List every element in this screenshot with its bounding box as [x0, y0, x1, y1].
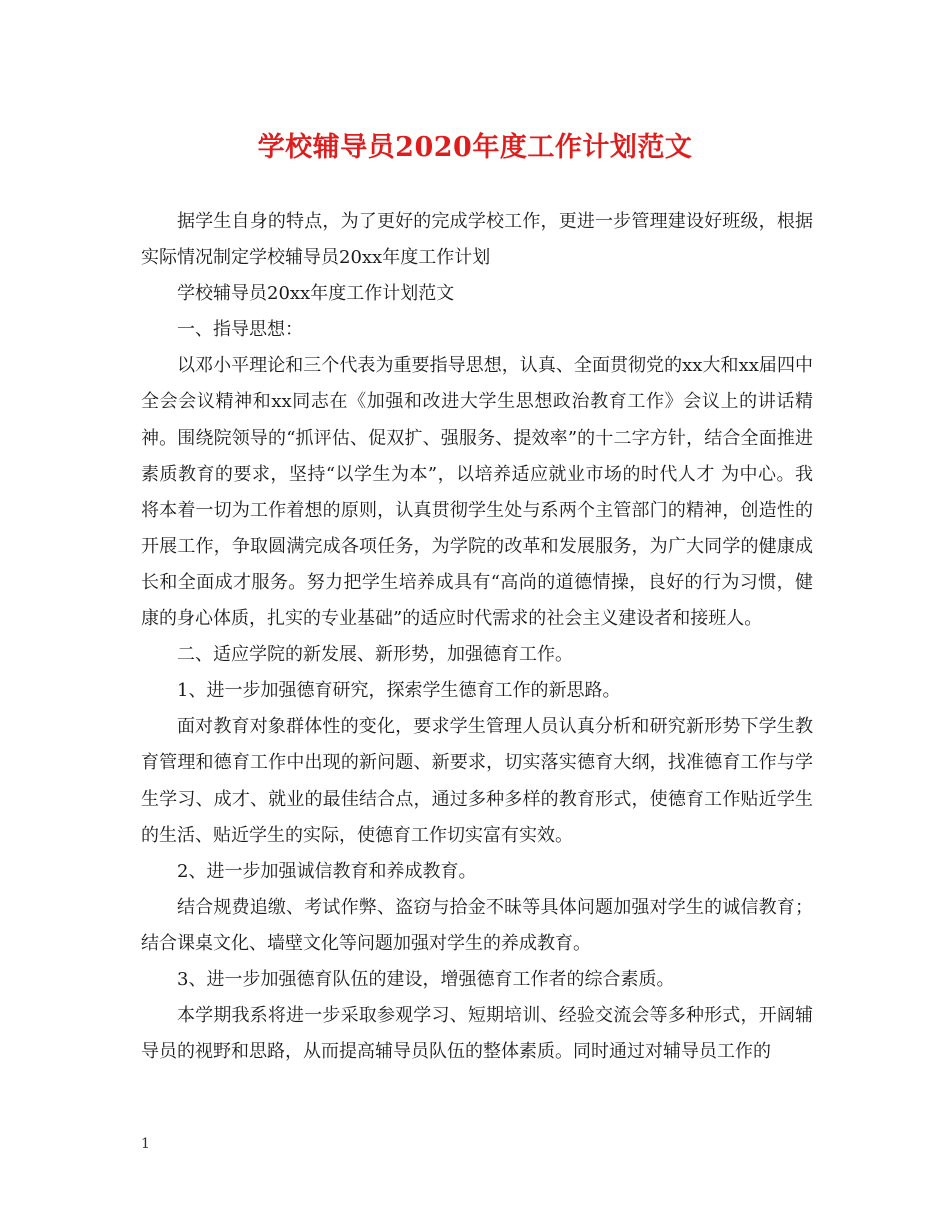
paragraph-integrity-education: 结合规费追缴、考试作弊、盗窃与拾金不昧等具体问题加强对学生的诚信教育；结合课桌文化、墙壁文化等问题加强对学生的养成教育。	[141, 896, 813, 954]
paragraph-moral-research: 面对教育对象群体性的变化，要求学生管理人员认真分析和研究新形势下学生教育管理和德育工作中出现的新问题、新要求，切实落实德育大纲，找准德育工作与学生学习、成才、就业的最佳结合点，通过多种多样的教育形式，使德育工作贴近学生的生活、贴近学生的实际，使德育工作切实富有实效。	[141, 716, 813, 846]
subheading-integrity-education: 2、进一步加强诚信教育和养成教育。	[177, 860, 477, 882]
section-heading-moral-education: 二、适应学院的新发展、新形势，加强德育工作。	[177, 644, 573, 666]
subheading-team-building: 3、进一步加强德育队伍的建设，增强德育工作者的综合素质。	[177, 968, 675, 990]
paragraph-team-building: 本学期我系将进一步采取参观学习、短期培训、经验交流会等多种形式，开阔辅导员的视野和思路，从而提高辅导员队伍的整体素质。同时通过对辅导员工作的	[141, 1005, 813, 1063]
section-heading-guiding-thought: 一、指导思想：	[177, 319, 303, 341]
document-title: 学校辅导员2020年度工作计划范文	[257, 132, 693, 163]
document-body	[141, 204, 813, 1070]
paragraph-guiding-thought: 以邓小平理论和三个代表为重要指导思想，认真、全面贯彻党的xx大和xx届四中全会会议精神和xx同志在《加强和改进大学生思想政治教育工作》会议上的讲话精神。围绕院领导的“抓评估、促双扩、强服务、提效率”的十二字方针，结合全面推进素质教育的要求，坚持“以学生为本”，以培养适应就业市场的时代人才 为中心。我将本着一切为工作着想的原则，认真贯彻学生处与系两个主管部门的精神，创造性的开展工作，争取圆满完成各项任务，为学院的改革和发展服务，为广大同学的健康成长和全面成才服务。努力把学生培养成具有“高尚的道德情操，良好的行为习惯，健康的身心体质，扎实的专业基础”的适应时代需求的社会主义建设者和接班人。	[141, 355, 813, 630]
paragraph-intro: 据学生自身的特点，为了更好的完成学校工作，更进一步管理建设好班级，根据实际情况制定学校辅导员20xx年度工作计划	[141, 211, 813, 269]
subheading-moral-research: 1、进一步加强德育研究，探索学生德育工作的新思路。	[177, 680, 621, 702]
page-number: 1	[141, 1136, 150, 1152]
paragraph-subtitle: 学校辅导员20xx年度工作计划范文	[177, 283, 455, 305]
